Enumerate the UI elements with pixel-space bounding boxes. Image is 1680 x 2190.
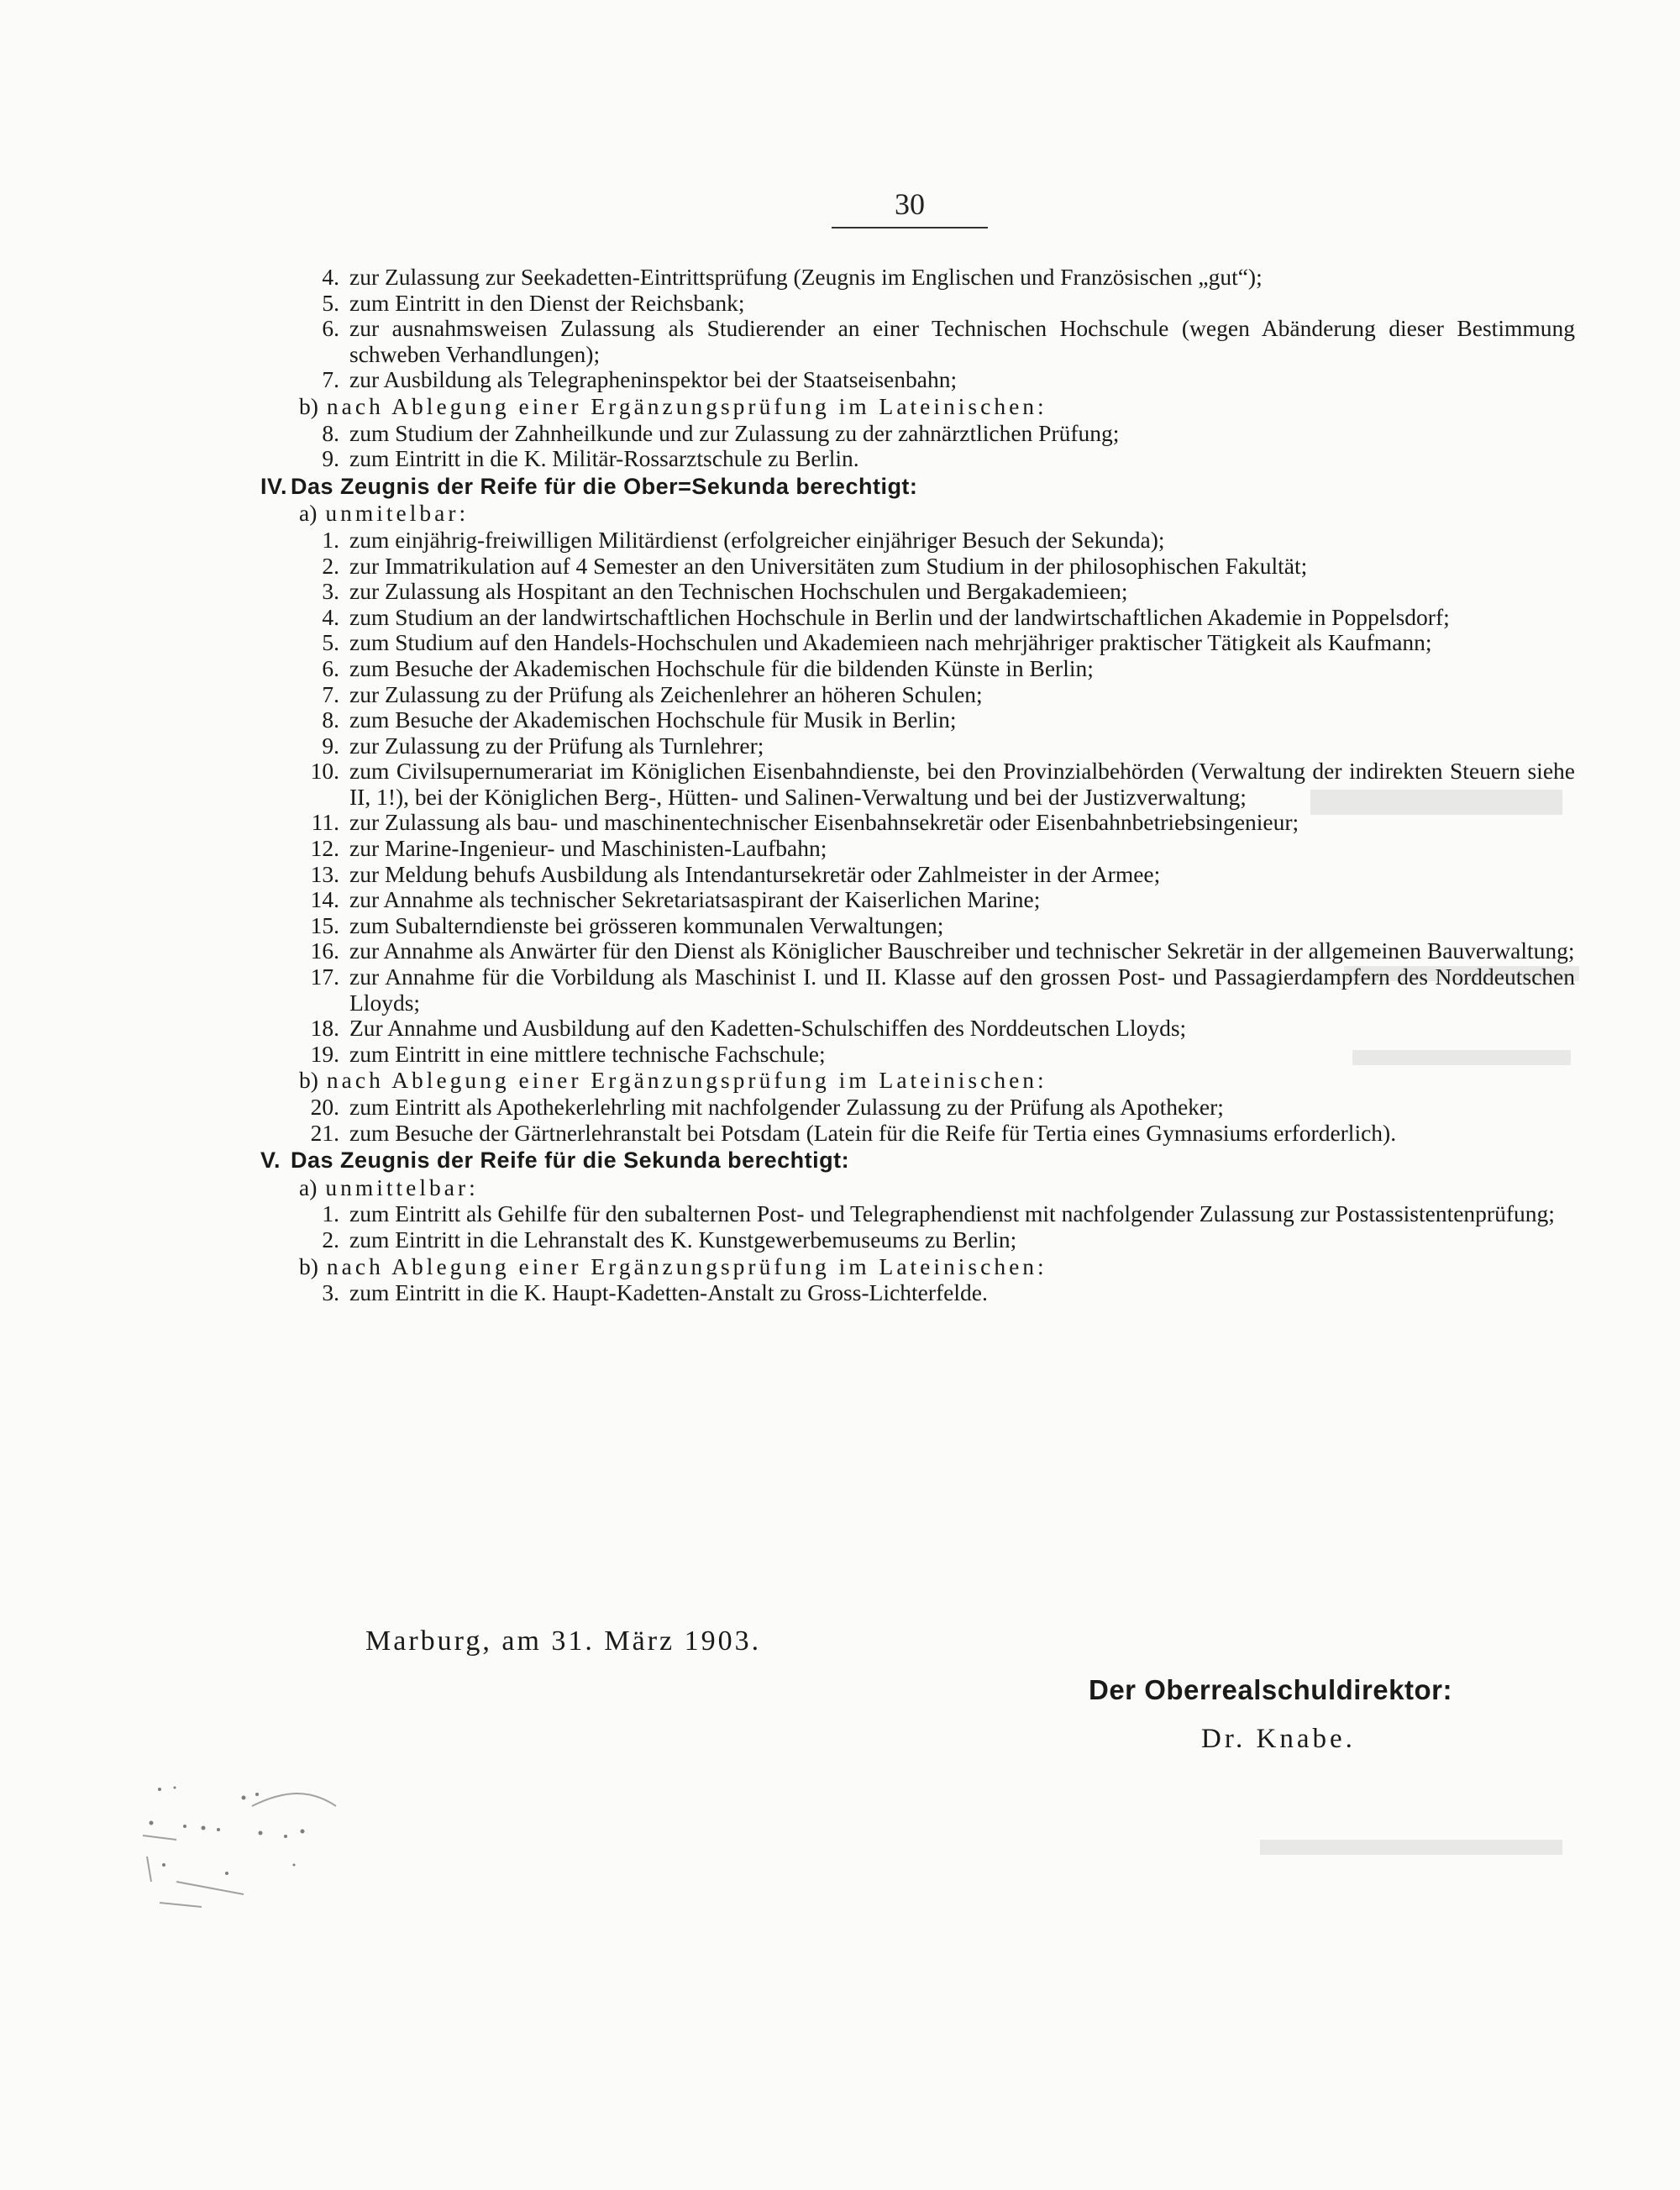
- list-item: [260, 964, 1575, 1016]
- list-item: [260, 836, 1575, 862]
- section-v-heading: [260, 1148, 1575, 1174]
- item-number: 4.: [322, 603, 339, 630]
- item-number: 8.: [322, 419, 339, 446]
- item-number: 15.: [310, 911, 339, 938]
- list-item: [260, 1280, 1575, 1306]
- list-item: [260, 810, 1575, 836]
- list-item: [260, 1042, 1575, 1068]
- list-item: [260, 421, 1575, 447]
- item-text: zur Annahme als technischer Sekretariatsaspirant der Kaiserlichen Marine;: [349, 886, 1041, 913]
- page-number-rule: [832, 227, 988, 228]
- list-item: [260, 316, 1575, 367]
- subsection-b-heading: [260, 394, 1575, 420]
- subsection-a-heading: [260, 1175, 1575, 1201]
- list-item: [260, 1201, 1575, 1227]
- item-text: zur Ausbildung als Telegrapheninspektor bei der Staatseisenbahn;: [349, 366, 958, 393]
- subsection-label: b): [299, 1067, 318, 1094]
- item-number: 8.: [322, 706, 339, 733]
- list-item: [260, 656, 1575, 682]
- item-number: 20.: [310, 1094, 339, 1120]
- list-item: [260, 682, 1575, 708]
- item-number: 9.: [322, 732, 339, 759]
- item-number: 18.: [310, 1015, 339, 1042]
- subsection-label: a): [299, 1174, 318, 1200]
- section-title: Das Zeugnis der Reife für die Ober=Sekunda berechtigt:: [291, 473, 918, 499]
- faded-stamp-marks: [126, 1756, 378, 1949]
- item-text: zur Immatrikulation auf 4 Semester an den Universitäten zum Studium in der philosophischen Fakultät;: [349, 552, 1308, 579]
- page-number: 30: [895, 187, 925, 221]
- item-number: 1.: [322, 526, 339, 553]
- subsection-a-heading: [260, 501, 1575, 527]
- item-number: 7.: [322, 366, 339, 393]
- item-number: 6.: [322, 654, 339, 681]
- subsection-label: b): [299, 392, 318, 419]
- item-number: 16.: [310, 937, 339, 964]
- item-text: zur ausnahmsweisen Zulassung als Studierender an einer Technischen Hochschule (wegen Abänderung dieser Bestimmung schweben Verhandlungen);: [349, 315, 1575, 367]
- item-number: 4.: [322, 264, 339, 290]
- item-text: zum Eintritt als Gehilfe für den subalternen Post- und Telegraphendienst mit nachfolgender Zulassung zur Postassistentenprüfung;: [349, 1200, 1555, 1227]
- item-text: zur Meldung behufs Ausbildung als Intendantursekretär oder Zahlmeister in der Armee;: [349, 860, 1161, 887]
- item-text: zum Eintritt als Apothekerlehrling mit nachfolgender Zulassung zu der Prüfung als Apotheker;: [349, 1094, 1224, 1120]
- list-item: [260, 887, 1575, 913]
- item-text: zum einjährig-freiwilligen Militärdienst (erfolgreicher einjähriger Besuch der Sekunda);: [349, 526, 1165, 553]
- item-number: 3.: [322, 1279, 339, 1306]
- list-item: [260, 367, 1575, 393]
- signatory-title: Der Oberrealschuldirektor:: [1089, 1674, 1452, 1705]
- item-number: 12.: [310, 835, 339, 862]
- item-number: 14.: [310, 886, 339, 913]
- list-item: [260, 265, 1575, 291]
- item-number: 1.: [322, 1200, 339, 1227]
- item-text: zum Besuche der Gärtnerlehranstalt bei Potsdam (Latein für die Reife für Tertia eines Gymnasiums erforderlich).: [349, 1119, 1397, 1146]
- subsection-b-heading: [260, 1254, 1575, 1280]
- list-item: [260, 862, 1575, 888]
- item-number: 2.: [322, 1226, 339, 1253]
- subsection-label: a): [299, 500, 318, 527]
- place-and-date: Marburg, am 31. März 1903.: [365, 1625, 762, 1657]
- subsection-b-heading: [260, 1068, 1575, 1094]
- list-item: [260, 1121, 1575, 1147]
- item-number: 17.: [310, 964, 339, 990]
- subsection-text: nach Ablegung einer Ergänzungsprüfung im Lateinischen:: [326, 1253, 1047, 1279]
- section-numeral: IV.: [260, 473, 288, 499]
- item-text: zum Studium an der landwirtschaftlichen Hochschule in Berlin und der landwirtschaftlichen Akademie in Poppelsdorf;: [349, 603, 1450, 630]
- item-number: 11.: [311, 809, 339, 836]
- section-iv-heading: [260, 474, 1575, 500]
- item-number: 7.: [322, 680, 339, 707]
- list-item: [260, 291, 1575, 317]
- item-text: zur Zulassung als Hospitant an den Technischen Hochschulen und Bergakademieen;: [349, 578, 1128, 605]
- subsection-label: b): [299, 1253, 318, 1279]
- item-text: zur Zulassung zu der Prüfung als Zeichenlehrer an höheren Schulen;: [349, 680, 983, 707]
- list-item: [260, 579, 1575, 605]
- item-text: zur Zulassung zur Seekadetten-Eintrittsprüfung (Zeugnis im Englischen und Französischen „gut“);: [349, 264, 1263, 290]
- item-text: zur Marine-Ingenieur- und Maschinisten-Laufbahn;: [349, 835, 827, 862]
- item-text: zum Subalterndienste bei grösseren kommunalen Verwaltungen;: [349, 911, 944, 938]
- list-item: [260, 446, 1575, 472]
- item-text: zur Annahme für die Vorbildung als Maschinist I. und II. Klasse auf den grossen Post- und Passagierdampfern des Norddeutschen Lloyds;: [349, 964, 1575, 1016]
- item-number: 9.: [322, 445, 339, 472]
- item-text: zum Besuche der Akademischen Hochschule für Musik in Berlin;: [349, 706, 957, 733]
- subsection-text: unmittelbar:: [325, 1174, 479, 1200]
- item-text: zum Civilsupernumerariat im Königlichen Eisenbahndienste, bei den Provinzialbehörden (Verwaltung der indirekten Steuern siehe II, 1!), bei der Königlichen Berg-, Hütten- und Salinen-Verwaltung und bei der Justizverwaltung;: [349, 758, 1575, 810]
- list-item: [260, 707, 1575, 733]
- list-item: [260, 913, 1575, 939]
- section-numeral: V.: [260, 1148, 281, 1174]
- item-text: zur Zulassung zu der Prüfung als Turnlehrer;: [349, 732, 764, 759]
- item-text: zum Eintritt in die Lehranstalt des K. Kunstgewerbemuseums zu Berlin;: [349, 1226, 1017, 1253]
- list-item: [260, 554, 1575, 580]
- list-item: [260, 733, 1575, 759]
- signatory-name: Dr. Knabe.: [1201, 1724, 1356, 1754]
- subsection-text: unmitelbar:: [325, 500, 470, 527]
- item-number: 2.: [322, 552, 339, 579]
- list-item: [260, 1227, 1575, 1253]
- subsection-text: nach Ablegung einer Ergänzungsprüfung im Lateinischen:: [326, 392, 1047, 419]
- item-text: zum Eintritt in den Dienst der Reichsbank;: [349, 289, 745, 316]
- item-number: 5.: [322, 629, 339, 656]
- item-number: 21.: [310, 1119, 339, 1146]
- list-item: [260, 1016, 1575, 1042]
- item-text: zum Eintritt in die K. Militär-Rossarztschule zu Berlin.: [349, 445, 859, 472]
- item-text: zum Eintritt in die K. Haupt-Kadetten-Anstalt zu Gross-Lichterfelde.: [349, 1279, 988, 1306]
- list-item: [260, 759, 1575, 810]
- item-number: 10.: [310, 758, 339, 785]
- item-text: zum Studium auf den Handels-Hochschulen und Akademieen nach mehrjähriger praktischer Tätigkeit als Kaufmann;: [349, 629, 1432, 656]
- list-item: [260, 605, 1575, 631]
- item-number: 6.: [322, 315, 339, 342]
- subsection-text: nach Ablegung einer Ergänzungsprüfung im Lateinischen:: [326, 1067, 1047, 1094]
- document-body: [260, 265, 1575, 1306]
- item-text: zum Studium der Zahnheilkunde und zur Zulassung zu der zahnärztlichen Prüfung;: [349, 419, 1120, 446]
- item-text: zum Eintritt in eine mittlere technische Fachschule;: [349, 1040, 826, 1067]
- item-text: zur Annahme als Anwärter für den Dienst als Königlicher Bauschreiber und technischer Sekretär in der allgemeinen Bauverwaltung;: [349, 937, 1575, 964]
- list-item: [260, 938, 1575, 964]
- item-number: 19.: [310, 1040, 339, 1067]
- item-number: 3.: [322, 578, 339, 605]
- list-item: [260, 528, 1575, 554]
- item-text: zur Zulassung als bau- und maschinentechnischer Eisenbahnsekretär oder Eisenbahnbetriebsingenieur;: [349, 809, 1299, 836]
- item-number: 13.: [310, 860, 339, 887]
- item-text: Zur Annahme und Ausbildung auf den Kadetten-Schulschiffen des Norddeutschen Lloyds;: [349, 1015, 1187, 1042]
- section-iv-a-list: [260, 528, 1575, 1067]
- list-item: [260, 1095, 1575, 1121]
- list-item: [260, 630, 1575, 656]
- item-number: 5.: [322, 289, 339, 316]
- section-title: Das Zeugnis der Reife für die Sekunda berechtigt:: [291, 1148, 850, 1174]
- item-text: zum Besuche der Akademischen Hochschule für die bildenden Künste in Berlin;: [349, 654, 1094, 681]
